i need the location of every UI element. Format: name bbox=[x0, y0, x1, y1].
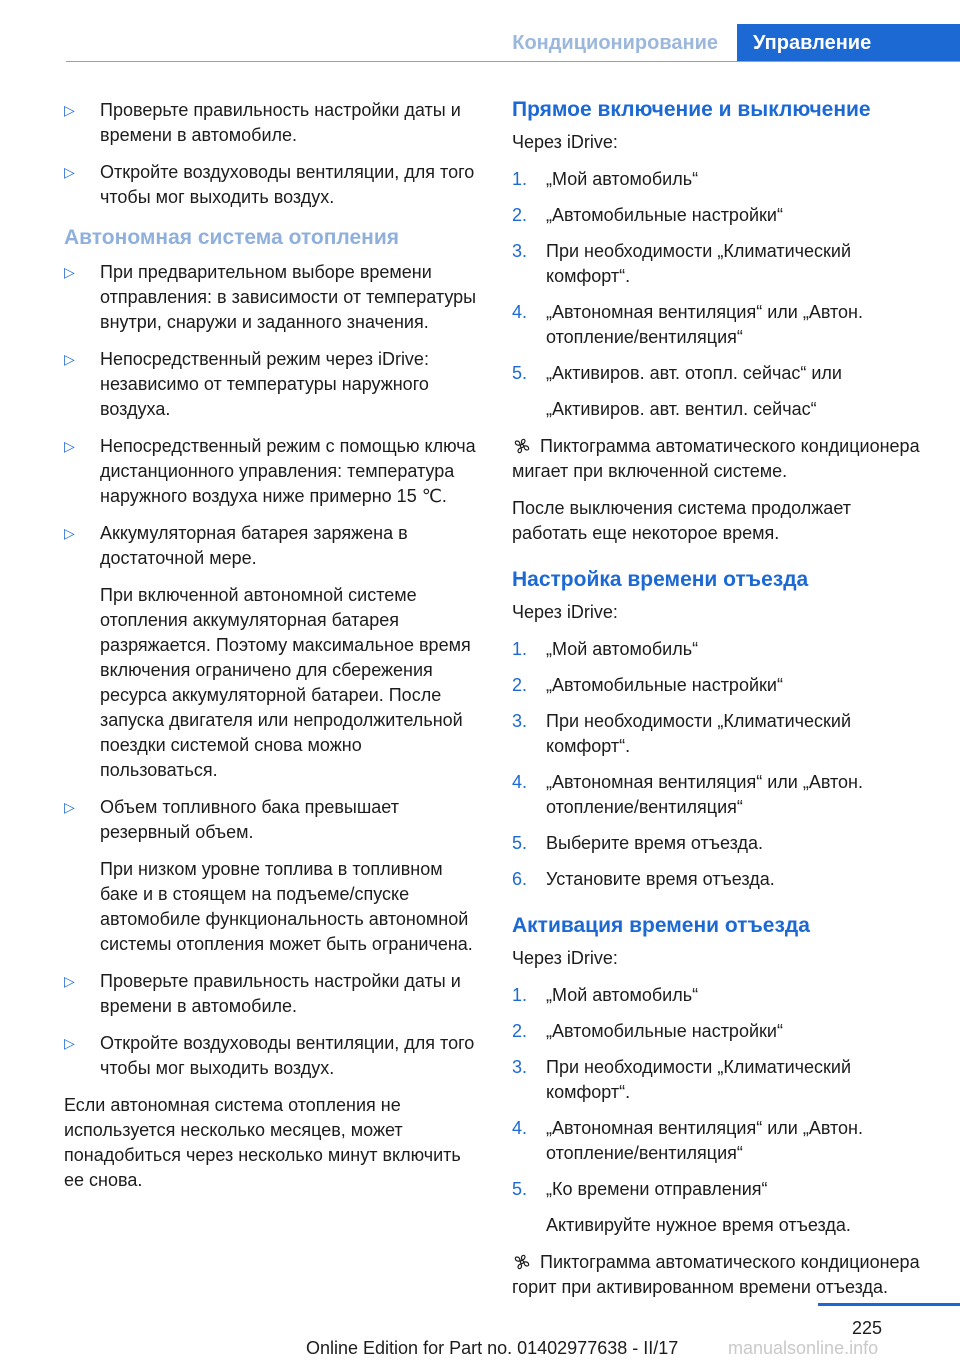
step-item bbox=[512, 1019, 922, 1044]
triangle-right-icon: ▷ bbox=[64, 438, 75, 454]
list-item bbox=[64, 795, 480, 845]
step-number: 2. bbox=[512, 205, 528, 225]
list-item-note: При включенной автономной системе отопления аккумуляторная батарея разряжается. Поэтому максимальное время включения ограничено для сбережения ресурса аккумуляторной батареи. После запуска двигателя или непродолжительной поездки системой снова можно пользоваться. bbox=[100, 585, 471, 780]
list-item-note: При низком уровне топлива в топливном баке и в стоящем на подъеме/спуске автомобиле функциональность автономной системы отопления может быть ограничена. bbox=[100, 859, 473, 954]
section-heading: Активация времени отъезда bbox=[512, 914, 810, 937]
step-text: „Автономная вентиляция“ или „Автон. отопление/вентиляция“ bbox=[546, 1118, 863, 1163]
step-number: 2. bbox=[512, 1021, 528, 1041]
paragraph: После выключения система продолжает работать еще некоторое время. bbox=[512, 498, 851, 543]
list-item bbox=[64, 969, 480, 1019]
step-number: 1. bbox=[512, 985, 528, 1005]
list-item bbox=[64, 434, 480, 509]
right-column bbox=[512, 98, 922, 1312]
closing-paragraph: Если автономная система отопления не используется несколько месяцев, может понадобиться через несколько минут включить ее снова. bbox=[64, 1095, 461, 1190]
list-item-text: Объем топливного бака превышает резервный объем. bbox=[100, 797, 399, 842]
step-number: 4. bbox=[512, 302, 528, 322]
footer-rule bbox=[818, 1303, 960, 1306]
step-text: „Автономная вентиляция“ или „Автон. отопление/вентиляция“ bbox=[546, 302, 863, 347]
step-item bbox=[512, 300, 922, 350]
step-text: „Мой автомобиль“ bbox=[546, 639, 699, 659]
list-item bbox=[64, 1031, 480, 1081]
fan-icon bbox=[512, 1253, 532, 1271]
tab-active: Управление bbox=[737, 24, 960, 62]
step-number: 3. bbox=[512, 241, 528, 261]
step-item bbox=[512, 203, 922, 228]
fan-icon bbox=[512, 437, 532, 455]
step-number: 5. bbox=[512, 833, 528, 853]
icon-note bbox=[512, 434, 922, 484]
icon-note-text: Пиктограмма автоматического кондиционера мигает при включенной системе. bbox=[512, 436, 920, 481]
list-item-text: Откройте воздуховоды вентиляции, для того чтобы мог выходить воздух. bbox=[100, 162, 475, 207]
step-text: Выберите время отъезда. bbox=[546, 833, 763, 853]
list-item-text: Непосредственный режим с помощью ключа дистанционного управления: температура наружного воздуха ниже примерно 15 ℃. bbox=[100, 436, 476, 506]
step-text: При необходимости „Климатический комфорт“. bbox=[546, 1057, 852, 1102]
list-item bbox=[64, 521, 480, 571]
section-title: Кондиционирование bbox=[512, 31, 718, 54]
triangle-right-icon: ▷ bbox=[64, 799, 75, 815]
list-item-text: Непосредственный режим через iDrive: независимо от температуры наружного воздуха. bbox=[100, 349, 429, 419]
step-extra: Активируйте нужное время отъезда. bbox=[546, 1215, 851, 1235]
icon-note-text: Пиктограмма автоматического кондиционера горит при активированном времени отъезда. bbox=[512, 1252, 920, 1297]
step-item bbox=[512, 637, 922, 662]
step-item bbox=[512, 831, 922, 856]
step-text: При необходимости „Климатический комфорт“. bbox=[546, 241, 852, 286]
footer-edition: Online Edition for Part no. 01402977638 - II/17 bbox=[306, 1338, 679, 1358]
list-item bbox=[64, 160, 480, 210]
section-heading: Настройка времени отъезда bbox=[512, 568, 809, 591]
page-number: 225 bbox=[852, 1318, 883, 1338]
intro-text: Через iDrive: bbox=[512, 602, 618, 622]
step-item bbox=[512, 673, 922, 698]
icon-note bbox=[512, 1250, 922, 1300]
step-item bbox=[512, 361, 922, 386]
step-number: 4. bbox=[512, 1118, 528, 1138]
step-item bbox=[512, 983, 922, 1008]
triangle-right-icon: ▷ bbox=[64, 351, 75, 367]
step-number: 2. bbox=[512, 675, 528, 695]
step-extra: „Активиров. авт. вентил. сейчас“ bbox=[546, 399, 817, 419]
step-number: 1. bbox=[512, 169, 528, 189]
step-number: 5. bbox=[512, 1179, 528, 1199]
step-text: „Автомобильные настройки“ bbox=[546, 205, 783, 225]
header-divider bbox=[66, 61, 960, 62]
step-text: „Автономная вентиляция“ или „Автон. отопление/вентиляция“ bbox=[546, 772, 863, 817]
list-item bbox=[64, 260, 480, 335]
step-text: „Автомобильные настройки“ bbox=[546, 675, 783, 695]
triangle-right-icon: ▷ bbox=[64, 102, 75, 118]
section-heading: Автономная система отопления bbox=[64, 226, 399, 249]
list-item bbox=[64, 347, 480, 422]
step-item bbox=[512, 1177, 922, 1202]
step-number: 6. bbox=[512, 869, 528, 889]
triangle-right-icon: ▷ bbox=[64, 1035, 75, 1051]
list-item bbox=[64, 98, 480, 148]
left-column bbox=[64, 98, 480, 1205]
list-item-text: Проверьте правильность настройки даты и времени в автомобиле. bbox=[100, 100, 461, 145]
triangle-right-icon: ▷ bbox=[64, 973, 75, 989]
intro-text: Через iDrive: bbox=[512, 948, 618, 968]
step-item bbox=[512, 867, 922, 892]
step-item bbox=[512, 1055, 922, 1105]
step-text: „Автомобильные настройки“ bbox=[546, 1021, 783, 1041]
footer-watermark: manualsonline.info bbox=[728, 1338, 879, 1358]
intro-text: Через iDrive: bbox=[512, 132, 618, 152]
triangle-right-icon: ▷ bbox=[64, 264, 75, 280]
step-text: При необходимости „Климатический комфорт“. bbox=[546, 711, 852, 756]
step-text: „Мой автомобиль“ bbox=[546, 169, 699, 189]
step-number: 3. bbox=[512, 1057, 528, 1077]
list-item-text: Аккумуляторная батарея заряжена в достаточной мере. bbox=[100, 523, 408, 568]
step-number: 4. bbox=[512, 772, 528, 792]
list-item-text: Откройте воздуховоды вентиляции, для того чтобы мог выходить воздух. bbox=[100, 1033, 475, 1078]
step-number: 5. bbox=[512, 363, 528, 383]
step-number: 3. bbox=[512, 711, 528, 731]
list-item-text: При предварительном выборе времени отправления: в зависимости от температуры внутри, снаружи и заданного значения. bbox=[100, 262, 477, 332]
page-header bbox=[0, 0, 960, 62]
step-text: „Активиров. авт. отопл. сейчас“ или bbox=[546, 363, 842, 383]
list-item-text: Проверьте правильность настройки даты и времени в автомобиле. bbox=[100, 971, 461, 1016]
step-item bbox=[512, 709, 922, 759]
step-item bbox=[512, 167, 922, 192]
step-item bbox=[512, 770, 922, 820]
step-text: „Мой автомобиль“ bbox=[546, 985, 699, 1005]
triangle-right-icon: ▷ bbox=[64, 164, 75, 180]
step-text: „Ко времени отправления“ bbox=[546, 1179, 768, 1199]
section-heading: Прямое включение и выключение bbox=[512, 98, 871, 121]
step-number: 1. bbox=[512, 639, 528, 659]
step-text: Установите время отъезда. bbox=[546, 869, 775, 889]
triangle-right-icon: ▷ bbox=[64, 525, 75, 541]
step-item bbox=[512, 239, 922, 289]
step-item bbox=[512, 1116, 922, 1166]
